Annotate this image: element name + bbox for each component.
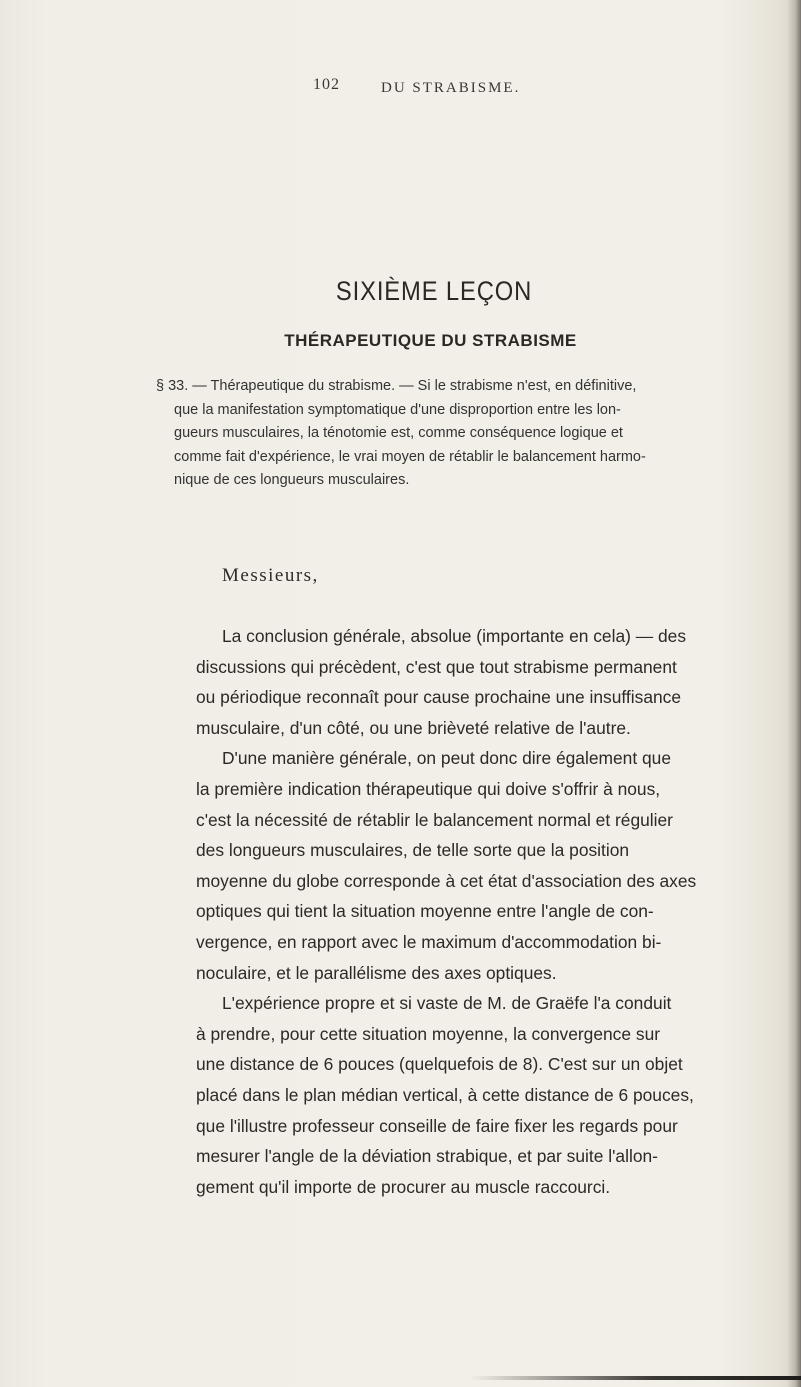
page-number: 102	[313, 76, 340, 93]
body-line: c'est la nécessité de rétablir le balancement normal et régulier	[196, 809, 673, 830]
body-line: musculaire, d'un côté, ou une brièveté relative de l'autre.	[196, 717, 631, 738]
body-line: des longueurs musculaires, de telle sorte que la position	[196, 840, 630, 861]
body-line: discussions qui précèdent, c'est que tout strabisme permanent	[196, 656, 677, 677]
body-line: à prendre, pour cette situation moyenne, la convergence sur	[196, 1023, 661, 1044]
body-line: L'expérience propre et si vaste de M. de Graëfe l'a conduit	[222, 993, 672, 1014]
body-line: D'une manière générale, on peut donc dire également que	[222, 748, 672, 769]
body-line: gement qu'il importe de procurer au muscle raccourci.	[196, 1176, 611, 1197]
body-line: ou périodique reconnaît pour cause prochaine une insuffisance	[196, 687, 682, 708]
summary-line: que la manifestation symptomatique d'une disproportion entre les lon-	[174, 401, 621, 418]
body-line: la première indication thérapeutique qui doive s'offrir à nous,	[196, 778, 661, 799]
bottom-edge-line	[470, 1376, 801, 1380]
body-line: optiques qui tient la situation moyenne entre l'angle de con-	[196, 901, 654, 922]
body-line: une distance de 6 pouces (quelquefois de 8). C'est sur un objet	[196, 1054, 683, 1075]
body-line: vergence, en rapport avec le maximum d'accommodation bi-	[196, 931, 662, 952]
summary-line: gueurs musculaires, la ténotomie est, comme conséquence logique et	[174, 425, 623, 441]
body-line: noculaire, et le parallélisme des axes optiques.	[196, 962, 557, 983]
body-text	[196, 621, 756, 1202]
body-line: La conclusion générale, absolue (importante en cela) — des	[222, 626, 687, 646]
salutation: Messieurs,	[222, 565, 319, 586]
body-line: mesurer l'angle de la déviation strabique, et par suite l'allon-	[196, 1146, 658, 1167]
body-line: que l'illustre professeur conseille de faire fixer les regards pour	[196, 1115, 678, 1136]
page-edge-shadow	[787, 0, 801, 1387]
section-summary	[156, 375, 756, 493]
body-line: placé dans le plan médian vertical, à cette distance de 6 pouces,	[196, 1084, 694, 1105]
summary-line: § 33. — Thérapeutique du strabisme. — Si le strabisme n'est, en définitive,	[156, 378, 637, 394]
body-line: moyenne du globe corresponde à cet état d'association des axes	[196, 870, 697, 891]
running-title: DU STRABISME.	[381, 80, 521, 96]
lecon-subtitle: THÉRAPEUTIQUE DU STRABISME	[284, 331, 577, 350]
summary-line: nique de ces longueurs musculaires.	[174, 472, 410, 488]
summary-line: comme fait d'expérience, le vrai moyen de rétablir le balancement harmo-	[174, 448, 646, 465]
lecon-title: SIXIÈME LEÇON	[335, 276, 533, 306]
